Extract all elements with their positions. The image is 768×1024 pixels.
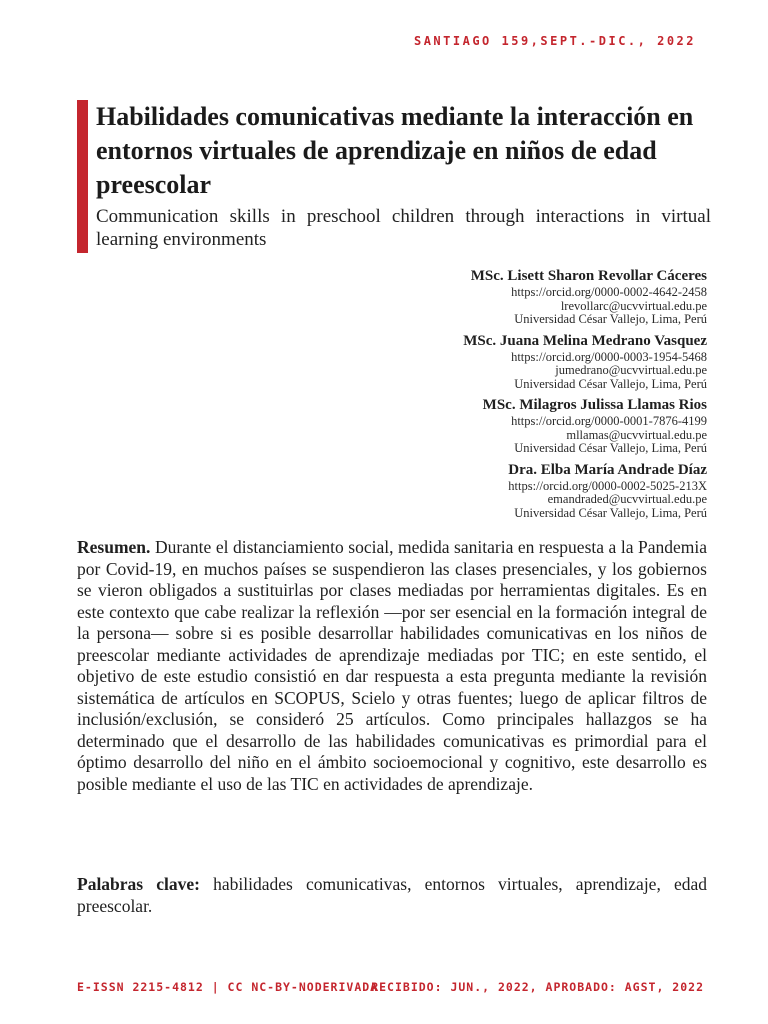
abstract-text: Durante el distanciamiento social, medida sanitaria en respuesta a la Pandemia por Covid-19, en muchos países se suspendieron las clases presenciales, y los gobiernos se vieron obligados a sustituirlas por clases mediadas por herramientas digitales. Es en este contexto que cabe realizar la reflexión —por ser esencial en la formación integral de la persona— sobre si es posible desarrollar habilidades comunicativas en los niños de preescolar mediante actividades de aprendizaje mediadas por TIC; en este sentido, el objetivo de este estudio consistió en dar respuesta a esta pregunta mediante la revisión sistemática de artículos en SCOPUS, Scielo y otras fuentes; luego de aplicar filtros de inclusión/exclusión, se consideró 25 artículos. Como principales hallazgos se ha determinado que el desarrollo de las habilidades comunicativas es primordial para el óptimo desarrollo del niño en el ámbito socioemocional y cognitivo, este desarrollo es posible mediante el uso de las TIC en actividades de aprendizaje. <box>77 537 708 794</box>
author-orcid-link[interactable]: https://orcid.org/0000-0003-1954-5468 <box>511 349 707 364</box>
author-orcid-link[interactable]: https://orcid.org/0000-0001-7876-4199 <box>511 414 707 428</box>
author-block <box>187 395 707 456</box>
keywords-label: Palabras clave: <box>77 874 200 894</box>
article-title-spanish: Habilidades comunicativas mediante la interacción en entornos virtuales de aprendizaje en niños de edad preescolar <box>96 102 694 199</box>
author-block <box>187 331 707 392</box>
author-affiliation: Universidad César Vallejo, Lima, Perú <box>514 441 707 455</box>
article-title-english: Communication skills in preschool children through interactions in virtual learning environments <box>96 206 711 250</box>
author-email-link[interactable]: lrevollarc@ucvvirtual.edu.pe <box>560 298 707 313</box>
footer-license: E-ISSN 2215-4812 | CC NC-BY-NODERIVADA <box>77 980 379 994</box>
author-email-link[interactable]: emandraded@ucvvirtual.edu.pe <box>547 492 707 506</box>
author-orcid-link[interactable]: https://orcid.org/0000-0002-4642-2458 <box>511 285 707 299</box>
author-affiliation: Universidad César Vallejo, Lima, Perú <box>514 376 707 391</box>
author-affiliation: Universidad César Vallejo, Lima, Perú <box>514 505 707 520</box>
author-affiliation: Universidad César Vallejo, Lima, Perú <box>514 312 707 326</box>
author-name: MSc. Juana Melina Medrano Vasquez <box>463 332 707 349</box>
title-accent-bar <box>77 100 88 253</box>
author-block <box>187 460 707 521</box>
author-name: MSc. Milagros Julissa Llamas Rios <box>482 397 707 413</box>
author-name: MSc. Lisett Sharon Revollar Cáceres <box>470 268 707 284</box>
author-name: Dra. Elba María Andrade Díaz <box>508 461 707 478</box>
journal-issue-header: SANTIAGO 159,SEPT.-DIC., 2022 <box>413 34 696 48</box>
author-orcid-link[interactable]: https://orcid.org/0000-0002-5025-213X <box>508 478 707 493</box>
keywords-text: habilidades comunicativas, entornos virtuales, aprendizaje, edad preescolar. <box>77 874 708 916</box>
author-email-link[interactable]: mllamas@ucvvirtual.edu.pe <box>566 427 707 442</box>
author-block <box>187 266 707 327</box>
abstract-paragraph <box>77 537 707 795</box>
author-list <box>187 266 707 520</box>
abstract-label: Resumen. <box>77 537 151 557</box>
keywords-paragraph <box>77 874 707 917</box>
footer-dates: RECIBIDO: JUN., 2022, APROBADO: AGST, 2022 <box>371 980 704 994</box>
author-email-link[interactable]: jumedrano@ucvvirtual.edu.pe <box>555 363 707 377</box>
